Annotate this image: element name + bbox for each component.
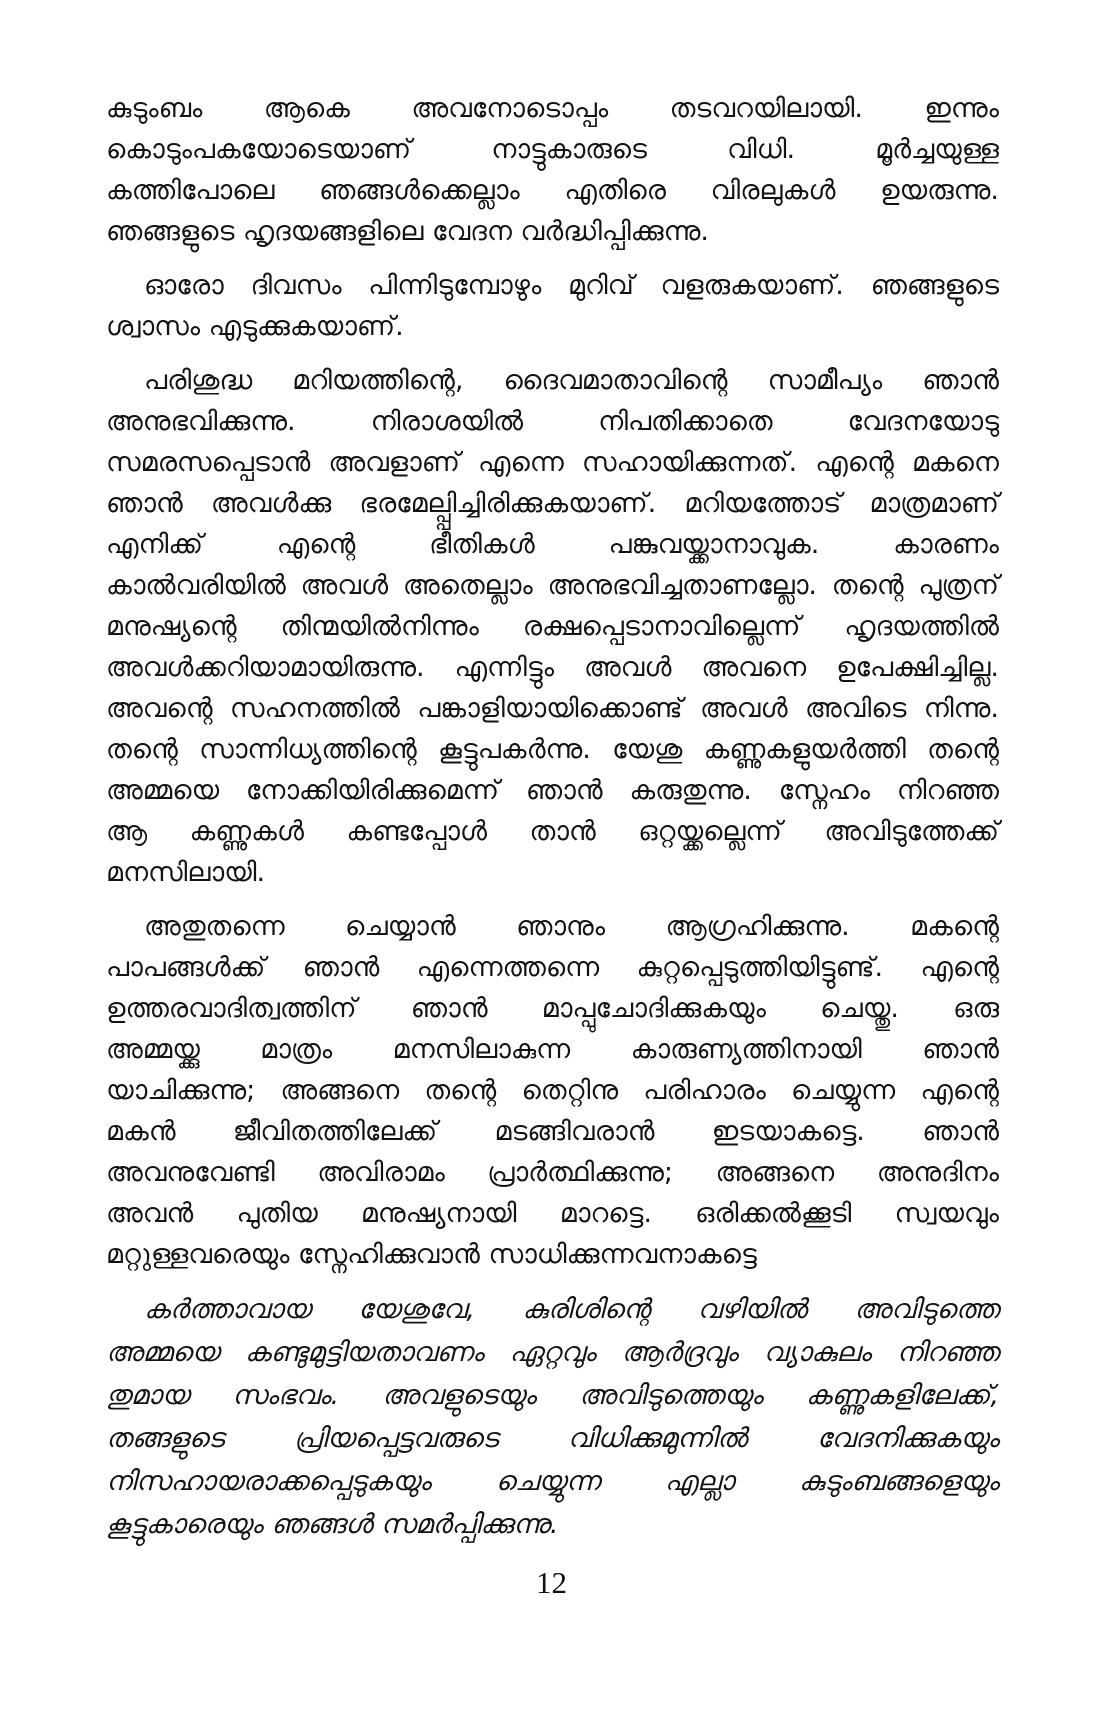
text-line: അമ്മയെ നോക്കിയിരിക്കുമെന്ന് ഞാൻ കരുതുന്നു. സ്നേഹം നിറഞ്ഞ <box>106 775 999 806</box>
text-line: അവൻ പുതിയ മനുഷ്യനായി മാറട്ടെ. ഒരിക്കൽക്കൂടി സ്വയവും <box>106 1198 999 1229</box>
text-line: സമരസപ്പെടാൻ അവളാണ് എന്നെ സഹായിക്കുന്നത്. എന്റെ മകനെ <box>106 447 999 478</box>
text-line: ആ കണ്ണുകൾ കണ്ടപ്പോൾ താൻ ഒറ്റയ്ക്കല്ലെന്ന് അവിടുത്തേക്ക് <box>106 816 999 847</box>
text-line: കത്തിപോലെ ഞങ്ങൾക്കെല്ലാം എതിരെ വിരലുകൾ ഉയരുന്നു. <box>106 175 999 206</box>
text-block <box>106 88 999 1559</box>
paragraph-5-prayer <box>106 1288 999 1546</box>
text-line: എനിക്ക് എന്റെ ഭീതികൾ പങ്കുവയ്ക്കാനാവുക. കാരണം <box>106 529 999 560</box>
text-line: അമ്മയെ കണ്ടുമുട്ടിയതാവണം ഏറ്റവും ആർദ്രവും വ്യാകുലം നിറഞ്ഞ <box>106 1337 999 1368</box>
text-line: ഞാൻ അവൾക്കു ഭരമേല്പ്പിച്ചിരിക്കുകയാണ്. മറിയത്തോട് മാത്രമാണ് <box>106 488 999 519</box>
text-line: മറ്റുള്ളവരെയും സ്നേഹിക്കുവാൻ സാധിക്കുന്നവനാകട്ടെ <box>106 1239 757 1270</box>
text-line: മനസിലായി. <box>106 857 266 888</box>
text-line: മകൻ ജീവിതത്തിലേക്ക് മടങ്ങിവരാൻ ഇടയാകട്ടെ. ഞാൻ <box>106 1116 999 1147</box>
paragraph-4 <box>106 906 999 1275</box>
paragraph-3 <box>106 360 999 893</box>
text-line: അവൾക്കറിയാമായിരുന്നു. എന്നിട്ടും അവൾ അവനെ ഉപേക്ഷിച്ചില്ല. <box>106 652 999 683</box>
paragraph-1 <box>106 88 999 252</box>
text-line: കാൽവരിയിൽ അവൾ അതെല്ലാം അനുഭവിച്ചതാണല്ലോ. തന്റെ പുത്രന് <box>106 570 999 601</box>
text-line: അവന്റെ സഹനത്തിൽ പങ്കാളിയായിക്കൊണ്ട് അവൾ അവിടെ നിന്നു. <box>106 693 999 724</box>
text-line: തങ്ങളുടെ പ്രിയപ്പെട്ടവരുടെ വിധിക്കുമുന്നിൽ വേദനിക്കുകയും <box>106 1423 999 1454</box>
text-line: കുടുംബം ആകെ അവനോടൊപ്പം തടവറയിലായി. ഇന്നും <box>106 93 999 124</box>
text-line: പാപങ്ങൾക്ക് ഞാൻ എന്നെത്തന്നെ കുറ്റപ്പെടുത്തിയിട്ടുണ്ട്. എന്റെ <box>106 952 999 983</box>
text-line: ഓരോ ദിവസം പിന്നിടുമ്പോഴും മുറിവ് വളരുകയാണ്. ഞങ്ങളുടെ <box>144 270 999 301</box>
text-line: തന്റെ സാന്നിധ്യത്തിന്റെ കൂട്ടുപകർന്നു. യേശു കണ്ണുകളുയർത്തി തന്റെ <box>106 734 999 765</box>
text-line: കൂട്ടുകാരെയും ഞങ്ങൾ സമർപ്പിക്കുന്നു. <box>106 1509 559 1540</box>
text-line: അവനുവേണ്ടി അവിരാമം പ്രാർത്ഥിക്കുന്നു; അങ്ങനെ അനുദിനം <box>106 1157 999 1188</box>
text-line: നിസഹായരാക്കപ്പെടുകയും ചെയ്യുന്ന എല്ലാ കുടുംബങ്ങളെയും <box>106 1466 999 1497</box>
text-line: കൊടുംപകയോടെയാണ് നാട്ടുകാരുടെ വിധി. മൂർച്ചയുള്ള <box>106 134 999 165</box>
paragraph-2 <box>106 265 999 347</box>
text-line: അനുഭവിക്കുന്നു. നിരാശയിൽ നിപതിക്കാതെ വേദനയോടു <box>106 406 999 437</box>
text-line: ശ്വാസം എടുക്കുകയാണ്. <box>106 311 404 342</box>
text-line: ഉത്തരവാദിത്വത്തിന് ഞാൻ മാപ്പുചോദിക്കുകയും ചെയ്തു. ഒരു <box>106 993 999 1024</box>
text-line: അമ്മയ്ക്കു മാത്രം മനസിലാകുന്ന കാരുണ്യത്തിനായി ഞാൻ <box>106 1034 999 1065</box>
page-number: 12 <box>536 1565 567 1600</box>
text-line: മനുഷ്യന്റെ തിന്മയിൽനിന്നും രക്ഷപ്പെടാനാവില്ലെന്ന് ഹൃദയത്തിൽ <box>106 611 999 642</box>
text-line: കർത്താവായ യേശുവേ, കുരിശിന്റെ വഴിയിൽ അവിടുത്തെ <box>144 1294 999 1325</box>
text-line: ഞങ്ങളുടെ ഹൃദയങ്ങളിലെ വേദന വർദ്ധിപ്പിക്കുന്നു. <box>106 216 709 247</box>
text-line: പരിശുദ്ധ മറിയത്തിന്റെ, ദൈവമാതാവിന്റെ സാമീപ്യം ഞാൻ <box>144 365 999 396</box>
text-line: തുമായ സംഭവം. അവളുടെയും അവിടുത്തെയും കണ്ണുകളിലേക്ക്, <box>106 1380 999 1411</box>
text-line: അതുതന്നെ ചെയ്യാൻ ഞാനും ആഗ്രഹിക്കുന്നു. മകന്റെ <box>144 911 999 942</box>
text-line: യാചിക്കുന്നു; അങ്ങനെ തന്റെ തെറ്റിനു പരിഹാരം ചെയ്യുന്ന എന്റെ <box>106 1075 999 1106</box>
